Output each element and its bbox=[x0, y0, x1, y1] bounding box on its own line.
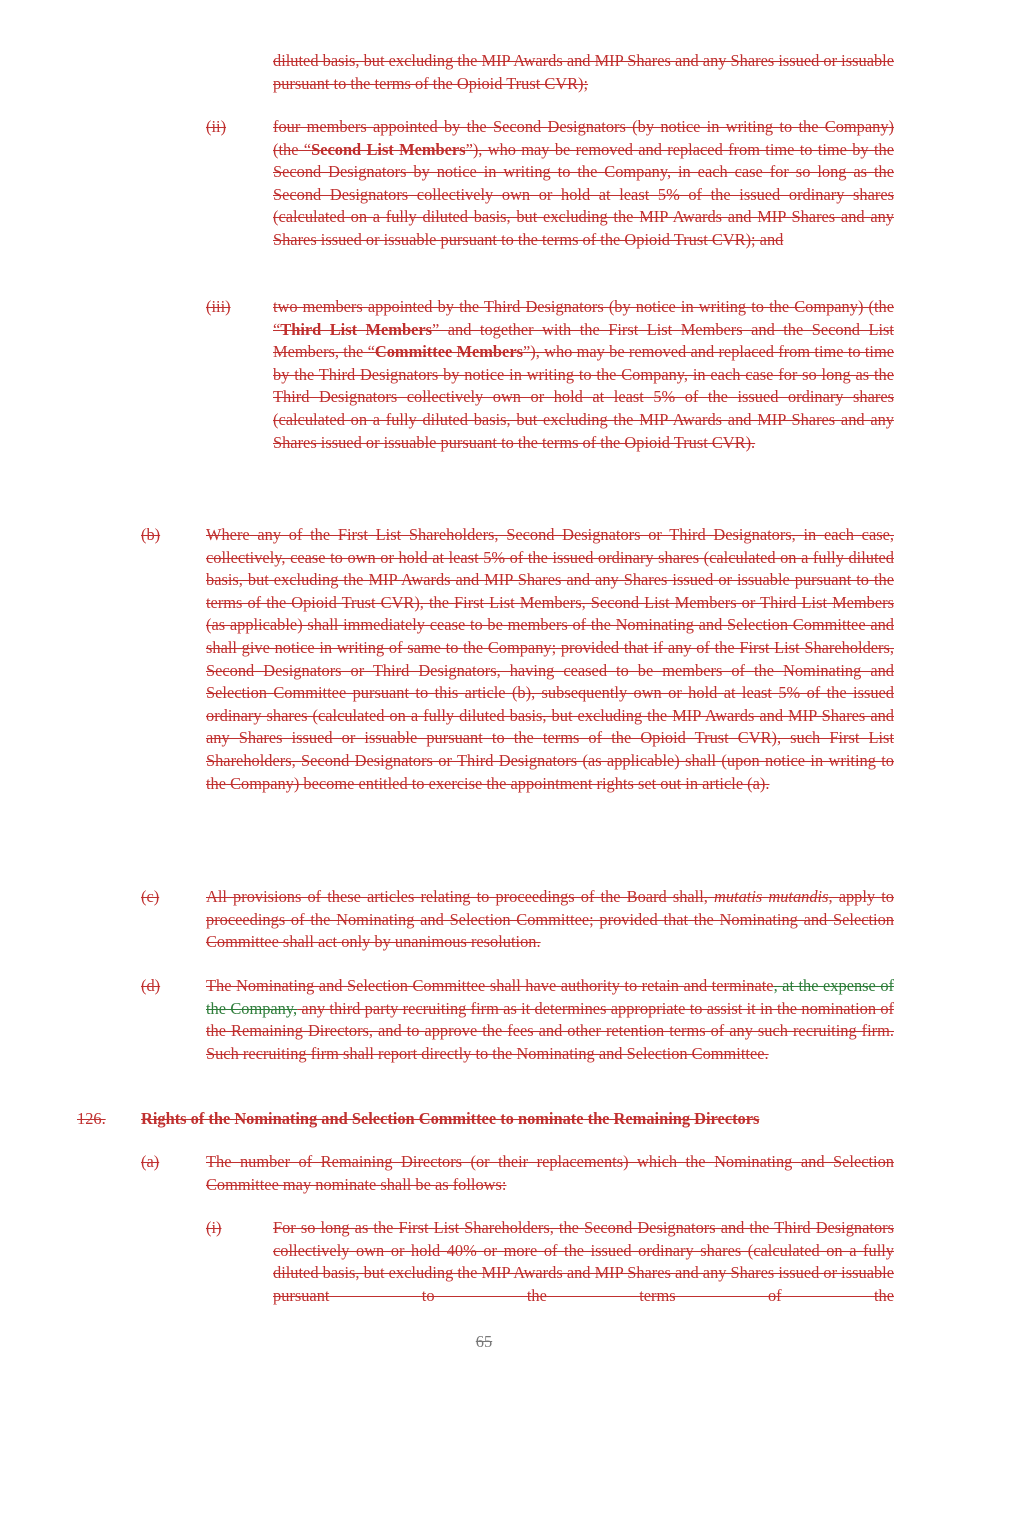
item-b-text: Where any of the First List Shareholders, Second Designators or Third Designators, in each case, collectively, cease to own or hold at least 5% of the issued ordinary shares (calculated on a fully diluted basis, but excluding the MIP Awards and MIP Shares and any Shares issued or issuable pursuant to the terms of the Opioid Trust CVR), the First List Members, Second List Members or Third List Members (as applicable) shall immediately cease to be members of the Nominating and Selection Committee and shall give notice in writing of same to the Company; provided that if any of the First List Shareholders, Second Designators or Third Designators, having ceased to be members of the Nominating and Selection Committee pursuant to this article (b), subsequently own or hold at least 5% of the issued ordinary shares (calculated on a fully diluted basis, but excluding the MIP Awards and MIP Shares and any Shares issued or issuable pursuant to the terms of the Opioid Trust CVR), such First List Shareholders, Second Designators or Third Designators (as applicable) shall (upon notice in writing to the Company) become entitled to exercise the appointment rights set out in article (a). bbox=[206, 525, 894, 793]
item-iii-paragraph bbox=[273, 296, 894, 454]
item-iii-defined-term-1: Third List Members bbox=[280, 319, 432, 339]
item-126a-text: The number of Remaining Directors (or their replacements) which the Nominating and Selection Committee may nominate shall be as follows: bbox=[206, 1152, 894, 1194]
item-iii-marker: (iii) bbox=[206, 297, 231, 316]
item-d-paragraph bbox=[206, 975, 894, 1065]
item-126a-i-text: For so long as the First List Shareholders, the Second Designators and the Third Designators collectively own or hold 40% or more of the issued ordinary shares (calculated on a fully diluted basis, but excluding the MIP Awards and MIP Shares and any Shares issued or issuable pursuant to the terms of the bbox=[273, 1218, 894, 1305]
item-iii-text-1: two members appointed by the Third Designators (by notice in writing to the Company) (the “ bbox=[273, 297, 894, 339]
continuation-paragraph bbox=[273, 50, 894, 95]
item-ii-text-1: four members appointed by the Second Designators (by notice in writing to the Company) (the “ bbox=[273, 117, 894, 159]
item-c-marker: (c) bbox=[141, 887, 160, 906]
section-126-title: Rights of the Nominating and Selection Committee to nominate the Remaining Directors bbox=[141, 1109, 760, 1128]
item-c-text-1: All provisions of these articles relating to proceedings of the Board shall, bbox=[206, 887, 714, 906]
item-ii-marker: (ii) bbox=[206, 117, 227, 136]
continuation-text: diluted basis, but excluding the MIP Awards and MIP Shares and any Shares issued or issuable pursuant to the terms of the Opioid Trust CVR); bbox=[273, 51, 894, 93]
item-d-marker: (d) bbox=[141, 976, 161, 995]
item-ii-text-2: ”), who may be removed and replaced from time to time by the Second Designators by notice in writing to the Company, in each case for so long as the Second Designators collectively own or hold at least 5% of the issued ordinary shares (calculated on a fully diluted basis, but excluding the MIP Awards and MIP Shares and any Shares issued or issuable pursuant to the terms of the Opioid Trust CVR); and bbox=[273, 139, 894, 249]
item-d-text-2: any third party recruiting firm as it determines appropriate to assist it in the nomination of the Remaining Directors, and to approve the fees and other retention terms of any such recruiting firm. Such recruiting firm shall report directly to the Nominating and Selection Committee. bbox=[206, 998, 894, 1063]
page-number: 65 bbox=[475, 1332, 493, 1351]
item-126a-i-paragraph bbox=[273, 1217, 894, 1307]
item-126a-marker: (a) bbox=[141, 1152, 160, 1171]
item-d-moved-text: , at the expense of the Company, bbox=[206, 976, 894, 1018]
item-b-marker: (b) bbox=[141, 525, 161, 544]
item-iii-defined-term-2: Committee Members bbox=[374, 342, 523, 362]
item-iii-text-2: ” and together with the First List Members and the Second List Members, the “ bbox=[273, 319, 894, 362]
item-c-text-2: , apply to proceedings of the Nominating and Selection Committee; provided that the Nominating and Selection Committee shall act only by unanimous resolution. bbox=[206, 887, 894, 952]
item-c-paragraph bbox=[206, 886, 894, 954]
item-c-italic-term: mutatis mutandis bbox=[714, 887, 829, 906]
item-126a-i-marker: (i) bbox=[206, 1218, 222, 1237]
item-ii-defined-term: Second List Members bbox=[311, 139, 466, 159]
item-d-text-1: The Nominating and Selection Committee shall have authority to retain and terminate bbox=[206, 976, 774, 995]
item-b-paragraph bbox=[206, 524, 894, 795]
item-126a-paragraph bbox=[206, 1151, 894, 1196]
section-126-number: 126. bbox=[77, 1109, 106, 1128]
item-iii-text-3: ”), who may be removed and replaced from time to time by the Third Designators by notice in writing to the Company, in each case for so long as the Third Designators collectively own or hold at least 5% of the issued ordinary shares (calculated on a fully diluted basis, but excluding the MIP Awards and MIP Shares and any Shares issued or issuable pursuant to the terms of the Opioid Trust CVR). bbox=[273, 342, 895, 452]
item-ii-paragraph bbox=[273, 116, 894, 252]
